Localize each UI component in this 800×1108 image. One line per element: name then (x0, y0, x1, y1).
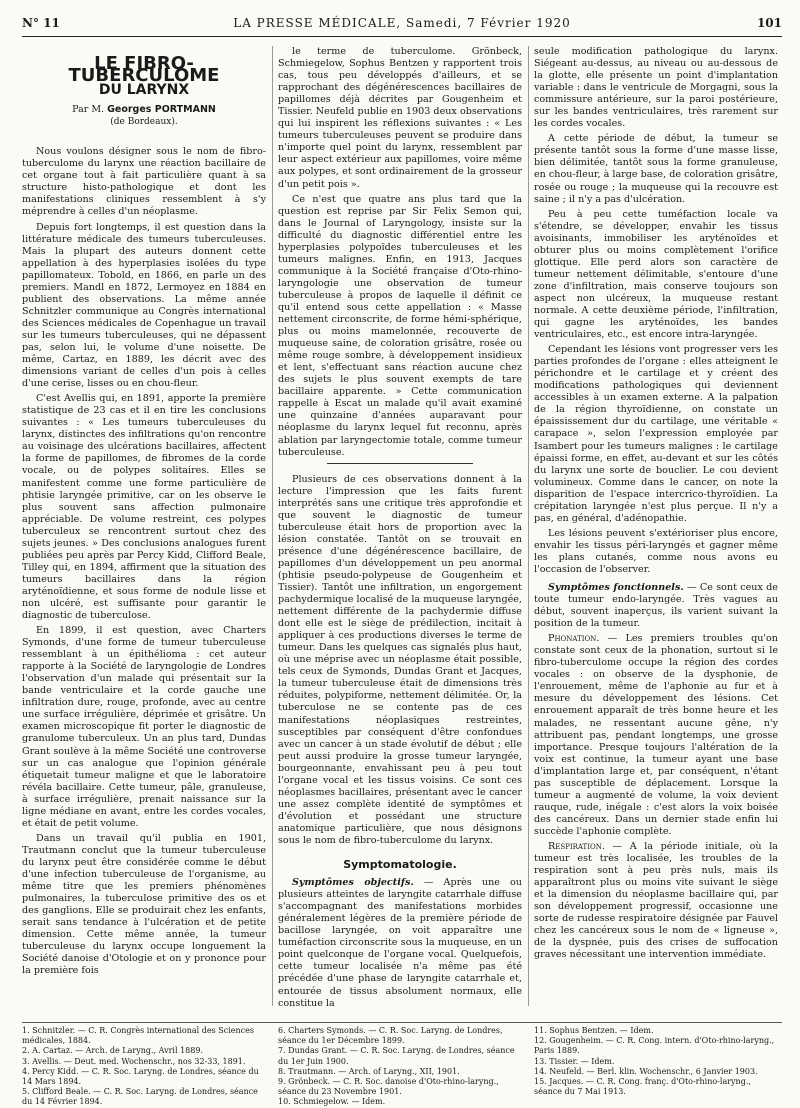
paragraph: seule modification pathologique du larynx. Siégeant au-dessus, au niveau ou au-dessous de la glotte, elle présente un point d'implantation variable : dans le ventricule de Morgagni, sous la commissure antérieure, sur la paroi postérieure, sur les bandes ventriculaires, très rarement sur les cordes vocales. (534, 46, 778, 130)
footnotes-column-1 (22, 1026, 266, 1108)
paragraph: Les lésions peuvent s'extérioriser plus encore, envahir les tissus péri-laryngés et gagner même les plans cutanés, comme nous avons eu l'occasion de l'observer. (534, 527, 778, 575)
column-divider (528, 46, 529, 1006)
footnote-rule (22, 1022, 782, 1023)
footnote: 15. Jacques. — C. R. Cong. franç. d'Oto-rhino-laryng., séance du 7 Mai 1913. (534, 1077, 751, 1097)
footnotes-column-2 (278, 1026, 522, 1108)
article-title: LE FIBRO-TUBERCULOME (68, 53, 220, 87)
paragraph: Ce n'est que quatre ans plus tard que la question est reprise par Sir Felix Semon qui, dans le Journal of Laryngology, insiste sur la difficulté du diagnostic différentiel entre les hyperplasies polypoïdes tuberculeuses et les tumeurs malignes. Enfin, en 1913, Jacques communique à la Société française d'Oto-rhino-laryngologie une observation de tumeur tuberculeuse à propos de laquelle il définit ce qu'il entend sous cette appellation : « Masse nettement circonscrite, de forme hémi-sphérique, plus ou moins mamelonnée, recouverte de muqueuse saine, de coloration grisâtre, rosée ou même rouge sombre, à développement insidieux et lent, s'effectuant sans réaction aucune chez des sujets le plus souvent exempts de tare bacillaire apparente. » Cette communication rappelle à Escat un malade qu'il avait examiné une quinzaine d'années auparavant pour néoplasme du larynx lequel fut reconnu, après ablation par laryngectomie totale, comme tumeur tuberculeuse. (278, 193, 522, 458)
paragraph (534, 582, 778, 630)
subsection-heading: Respiration. (548, 841, 605, 852)
footnote: 5. Clifford Beale. — C. R. Soc. Laryng. de Londres, séance du 14 Février 1894. (22, 1087, 258, 1107)
issue-number: N° 11 (22, 16, 60, 30)
byline (22, 104, 266, 116)
paragraph: Cependant les lésions vont progresser vers les parties profondes de l'organe : elles atteignent le périchondre et le cartilage et y créent des modifications pathologiques qui deviennent accessibles à un examen externe. A la palpation de la région thyroïdienne, on constate un épaississement dur du cartilage, une véritable « carapace », selon l'expression employée par Isambert pour les tumeurs malignes : le cartilage épaissi forme, en effet, au-devant et sur les côtés du larynx une sorte de bouclier. Le cou devient volumineux. Comme dans le cancer, on note la disparition de l'espace intercrico-thyroïdien. La crépitation laryngée n'est plus perçue. Il n'y a pas, en général, d'adénopathie. (534, 344, 778, 524)
subsection-heading: Symptômes objectifs. (292, 877, 414, 889)
paragraph (534, 633, 778, 838)
journal-page (22, 10, 782, 1107)
page-number: 101 (756, 16, 782, 30)
column-3 (534, 46, 778, 964)
footnote: 13. Tissier. — Idem. (534, 1056, 615, 1066)
affiliation: (de Bordeaux). (110, 117, 178, 128)
paragraph: Peu à peu cette tuméfaction locale va s'étendre, se développer, envahir les tissus avoisinants, immobiliser les aryténoïdes et obturer plus ou moins complètement l'orifice glottique. Elle perd alors son caractère de tumeur nettement délimitable, s'entoure d'une zone d'infiltration, mais conserve toujours son aspect non ulcéreux, la muqueuse restant normale. A cette deuxième période, l'infiltration, qui gagne les aryténoïdes, les bandes ventriculaires, etc., est encore intra-laryngée. (534, 208, 778, 341)
paragraph-text: — A la période initiale, où la tumeur est très localisée, les troubles de la respiration sont à peu près nuls, mais ils apparaîtront plus ou moins vite suivant le siège et la dimension du néoplasme bacillaire qui, par son développement progressif, occasionne une sorte de rudesse respiratoire désignée par Fauvel chez les cancéreux sous le nom de « ligneuse », de la dyspnée, puis des crises de suffocation graves nécessitant une intervention immédiate. (534, 841, 778, 961)
footnote: 3. Avellis. — Deut. med. Wochenschr., nos 32-33, 1891. (22, 1056, 246, 1066)
paragraph: Plusieurs de ces observations donnent à la lecture l'impression que les faits furent interprétés sans une critique très approfondie et que souvent le diagnostic de tumeur tuberculeuse était hors de proportion avec la lésion constatée. Tantôt on se trouvait en présence d'une dégénérescence bacillaire, de papillomes d'un développement un peu anormal (phtisie pseudo-polypeuse de Gougenheim et Tissier). Tantôt une infiltration, un engorgement pachydermique localisé de la muqueuse laryngée, nettement différente de la pachydermie diffuse dont elle est le siège de prédilection, incitait à appliquer à ces productions diverses le terme de tumeur. Dans les quelques cas signalés plus haut, où une méprise avec un néoplasme était possible, tels ceux de Symonds, Dundas Grant et Jacques, la tumeur tuberculeuse était de dimensions très réduites, polypiforme, nettement délimitée. Or, la tuberculose ne se contente pas de ces manifestations néoplasiques restreintes, susceptibles par conséquent d'être confondues avec un cancer à un stade évolutif de début ; elle peut aussi produire la grosse tumeur laryngée, bourgeonnante, envahissant peu à peu tout l'organe vocal et les tissus voisins. Ce sont ces néoplasmes bacillaires, présentant avec le cancer une assez complète identité de symptômes et d'évolution et possédant une structure anatomique particulière, que nous désignons sous le nom de fibro-tuberculome du larynx. (278, 473, 522, 846)
journal-title: LA PRESSE MÉDICALE, Samedi, 7 Février 1920 (233, 16, 571, 30)
paragraph: Nous voulons désigner sous le nom de fibro-tuberculome du larynx une réaction bacillaire de cet organe tout à fait particulière quant à sa structure histo-pathologique et dont les manifestations cliniques ressemblent à s'y méprendre à celles d'un néoplasme. (22, 146, 266, 218)
header-rule (22, 36, 782, 37)
subsection-heading: Phonation. (548, 633, 600, 645)
column-1 (22, 46, 266, 980)
section-heading: Symptomatologie. (343, 858, 457, 872)
paragraph (534, 841, 778, 961)
paragraph: Depuis fort longtemps, il est question dans la littérature médicale des tumeurs tuberculeuses. Mais la plupart des auteurs donnent cette appellation à des hyperplasies isolées du type papillomateux. Tobold, en 1866, en parle un des premiers. Mandl en 1872, Lermoyez en 1884 en publient des observations. La même année Schnitzler communique au Congrès international des Sciences médicales de Copenhague un travail sur les tumeurs tuberculeuses, qui ne dépassent pas, selon lui, le volume d'une noisette. De même, Cartaz, en 1889, les décrit avec des dimensions variant de celles d'un pois à celles d'une cerise, lisses ou en chou-fleur. (22, 221, 266, 390)
footnote: 7. Dundas Grant. — C. R. Soc. Laryng. de Londres, séance du 1er Juin 1900. (278, 1046, 515, 1066)
section-rule (327, 463, 473, 464)
footnote: 6. Charters Symonds. — C. R. Soc. Laryng. de Londres, séance du 1er Décembre 1899. (278, 1026, 503, 1046)
column-2 (278, 46, 522, 1013)
paragraph-text: — Les premiers troubles qu'on constate sont ceux de la phonation, surtout si le fibro-tuberculome occupe la région des cordes vocales : on observe de la dysphonie, de l'enrouement, même de l'aphonie au fur et à mesure du développement des lésions. Cet enrouement apparaît de très bonne heure et les malades, ne ressentant aucune gêne, n'y attribuent pas, pendant longtemps, une grosse importance. Presque toujours l'altération de la voix est continue, la tumeur ayant une base d'implantation large et, par conséquent, n'étant pas susceptible de déplacement. Lorsque la tumeur a augmenté de volume, la voix devient rauque, rude, inégale : c'est alors la voix boisée des cancéreux. Dans un dernier stade enfin lui succède l'aphonie complète. (534, 633, 778, 837)
page-header (22, 16, 782, 34)
paragraph: C'est Avellis qui, en 1891, apporte la première statistique de 23 cas et il en tire les conclusions suivantes : « Les tumeurs tuberculeuses du larynx, distinctes des infiltrations qu'on rencontre au voisinage des ulcérations bacillaires, affectent la forme de papillomes, de fibromes de la corde vocale, ou de polypes solitaires. Elles se manifestent comme une forme particulière de phtisie laryngée primitive, car on les observe le plus souvent sans affection pulmonaire appréciable. De volume restreint, ces polypes tuberculeux se rencontrent surtout chez des sujets jeunes. » Des conclusions analogues furent publiées peu après par Percy Kidd, Clifford Beale, Tilley qui, en 1894, affirment que la situation des tumeurs bacillaires dans la région aryténoïdienne, et sous forme de nodule lisse et non ulcéré, est suffisante pour garantir le diagnostic de tuberculose. (22, 393, 266, 622)
author-name: Georges PORTMANN (107, 104, 216, 116)
paragraph: le terme de tuberculome. Grönbeck, Schmiegelow, Sophus Bentzen y rapportent trois cas, tous peu développés d'ailleurs, et se rapprochant des dégénérescences bacillaires de papillomes déjà décrites par Gougenheim et Tissier. Neufeld publie en 1903 deux observations qui lui inspirent les réflexions suivantes : « Les tumeurs tuberculeuses peuvent se produire dans n'importe quel point du larynx, ressemblent par leur aspect extérieur aux papillomes, voire même aux polypes, et sont ordinairement de la grosseur d'un petit pois ». (278, 46, 522, 190)
footnote: 10. Schmiegelow. — Idem. (278, 1097, 386, 1107)
footnote: 12. Gougenheim. — C. R. Cong. intern. d'Oto-rhino-laryng., Paris 1889. (534, 1036, 775, 1056)
paragraph (278, 877, 522, 1010)
footnote: 9. Grönbeck. — C. R. Soc. danoise d'Oto-rhino-laryng., séance du 23 Novembre 1901. (278, 1077, 499, 1097)
paragraph: A cette période de début, la tumeur se présente tantôt sous la forme d'une masse lisse, bien délimitée, tantôt sous la forme granuleuse, en chou-fleur, à large base, de coloration grisâtre, rosée ou rouge ; la muqueuse qui la recouvre est saine ; il n'y a pas d'ulcération. (534, 133, 778, 205)
paragraph: Dans un travail qu'il publia en 1901, Trautmann conclut que la tumeur tuberculeuse du larynx peut être considérée comme le début d'une infection tuberculeuse de l'organisme, au même titre que les premiers phénomènes pulmonaires, la tuberculose primitive des os et des ganglions. Elle se produirait chez les enfants, serait sans tendance à l'ulcération et de petite dimension. Cette même année, la tumeur tuberculeuse du larynx occupe longuement la Société danoise d'Otologie et on y prononce pour la première fois (22, 832, 266, 977)
article-subtitle: DU LARYNX (98, 82, 190, 99)
footnote: 14. Neufeld. — Berl. klin. Wochenschr., 6 Janvier 1903. (534, 1066, 758, 1076)
footnotes-column-3 (534, 1026, 778, 1097)
column-divider (272, 46, 273, 1006)
paragraph-text: — Après une ou plusieurs atteintes de laryngite catarrhale diffuse s'accompagnant des manifestations morbides généralement légères de la première période de bacillose laryngée, on voit apparaître une tuméfaction circonscrite sous la muqueuse, en un point quelconque de l'organe vocal. Quelquefois, cette tumeur localisée n'a même pas été précédée d'une phase de laryngite catarrhale et, entourée de tissus absolument normaux, elle constitue la (278, 877, 522, 1009)
subsection-heading: Symptômes fonctionnels. (548, 582, 684, 594)
author-prefix: Par M. (72, 104, 105, 116)
footnote: 11. Sophus Bentzen. — Idem. (534, 1026, 654, 1035)
footnote: 4. Percy Kidd. — C. R. Soc. Laryng. de Londres, séance du 14 Mars 1894. (22, 1066, 259, 1087)
paragraph: En 1899, il est question, avec Charters Symonds, d'une forme de tumeur tuberculeuse ressemblant à un épithélioma : cet auteur rapporte à la Société de laryngologie de Londres l'observation d'un malade qui présentait sur la bande ventriculaire et la corde gauche une infiltration dure, rouge, profonde, avec au centre une surface irrégulière, déprimée et grisâtre. Un examen microscopique fit porter le diagnostic de granulome tuberculeux. Un an plus tard, Dundas Grant soulève à la même Société une controverse sur un cas analogue que l'opinion générale étiquetait tumeur maligne et que le laboratoire révéla bacillaire. Cette tumeur, pâle, granuleuse, à surface irrégulière, prenait naissance sur la ligne médiane en avant, entre les cordes vocales, et était de petit volume. (22, 625, 266, 829)
footnote: 8. Trautmann. — Arch. of Laryng., XII, 1901. (278, 1066, 460, 1076)
footnote: 1. Schnitzler. — C. R. Congrès international des Sciences médicales, 1884. (22, 1026, 254, 1046)
paragraph-text: — Ce sont ceux de toute tumeur endo-laryngée. Très vagues au début, souvent inaperçus, ils varient suivant la position de la tumeur. (534, 582, 778, 630)
footnote: 2. A. Cartaz. — Arch. de Laryng., Avril 1889. (22, 1046, 203, 1056)
